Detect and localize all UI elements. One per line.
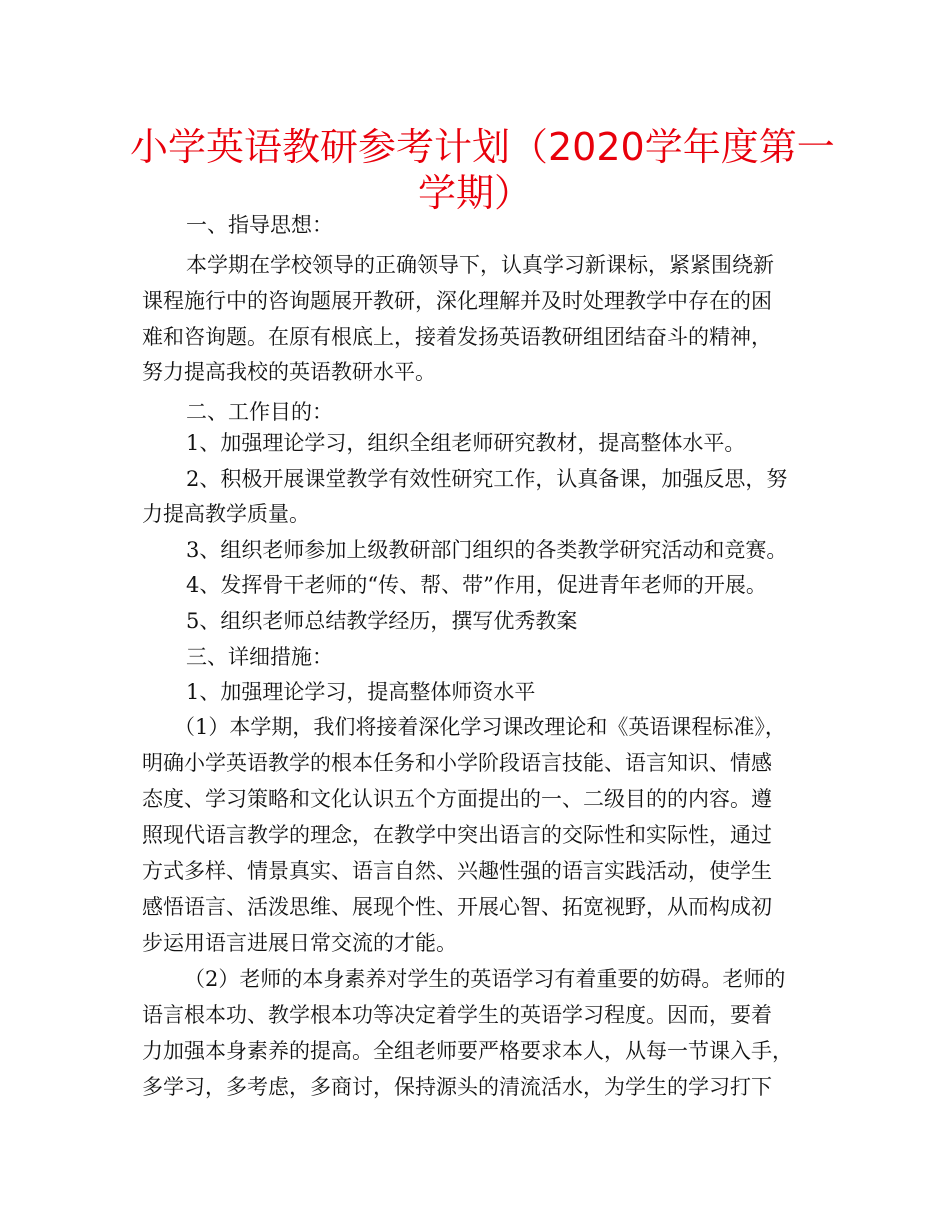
paragraph-line: 语言根本功、教学根本功等决定着学生的英语学习程度。因而，要着 (142, 1003, 772, 1027)
list-item: 2、积极开展课堂教学有效性研究工作，认真备课，加强反思，努 (186, 467, 788, 491)
paragraph-line: 本学期在学校领导的正确领导下，认真学习新课标，紧紧围绕新 (186, 253, 774, 277)
paragraph-line: 力加强本身素养的提高。全组老师要严格要求本人，从每一节课入手， (142, 1039, 793, 1063)
paragraph-line: 努力提高我校的英语教研水平。 (142, 360, 436, 384)
paragraph-line: 感悟语言、活泼思维、展现个性、开展心智、拓宽视野，从而构成初 (142, 895, 772, 919)
paragraph-line: （1）本学期，我们将接着深化学习课改理论和《英语课程标准》， (174, 715, 786, 739)
list-item: 5、组织老师总结教学经历，撰写优秀教案 (186, 609, 578, 633)
paragraph-line: 态度、学习策略和文化认识五个方面提出的一、二级目的的内容。遵 (142, 787, 772, 811)
paragraph-line: 步运用语言进展日常交流的才能。 (142, 931, 457, 955)
paragraph-line: 明确小学英语教学的根本任务和小学阶段语言技能、语言知识、情感 (142, 751, 772, 775)
document-title-line-2: 学期） (417, 171, 532, 215)
list-item: 3、组织老师参加上级教研部门组织的各类教学研究活动和竞赛。 (186, 538, 788, 562)
subsection-heading: 1、加强理论学习，提高整体师资水平 (186, 680, 536, 704)
paragraph-line: （2）老师的本身素养对学生的英语学习有着重要的妨碍。老师的 (184, 967, 786, 991)
paragraph-line: 难和咨询题。在原有根底上，接着发扬英语教研组团结奋斗的精神， (142, 325, 772, 349)
section-heading: 一、指导思想： (186, 213, 333, 237)
section-heading: 二、工作目的： (186, 400, 333, 424)
list-item-continuation: 力提高教学质量。 (142, 502, 310, 526)
list-item: 1、加强理论学习，组织全组老师研究教材，提高整体水平。 (186, 431, 746, 455)
list-item: 4、发挥骨干老师的“传、帮、带”作用，促进青年老师的开展。 (186, 573, 767, 597)
document-title-line-1: 小学英语教研参考计划（2020学年度第一 (130, 125, 835, 169)
paragraph-line: 课程施行中的咨询题展开教研，深化理解并及时处理教学中存在的困 (142, 289, 772, 313)
paragraph-line: 多学习，多考虑，多商讨，保持源头的清流活水，为学生的学习打下 (142, 1075, 772, 1099)
paragraph-line: 方式多样、情景真实、语言自然、兴趣性强的语言实践活动，使学生 (142, 859, 772, 883)
paragraph-line: 照现代语言教学的理念，在教学中突出语言的交际性和实际性，通过 (142, 823, 772, 847)
section-heading: 三、详细措施： (186, 645, 333, 669)
